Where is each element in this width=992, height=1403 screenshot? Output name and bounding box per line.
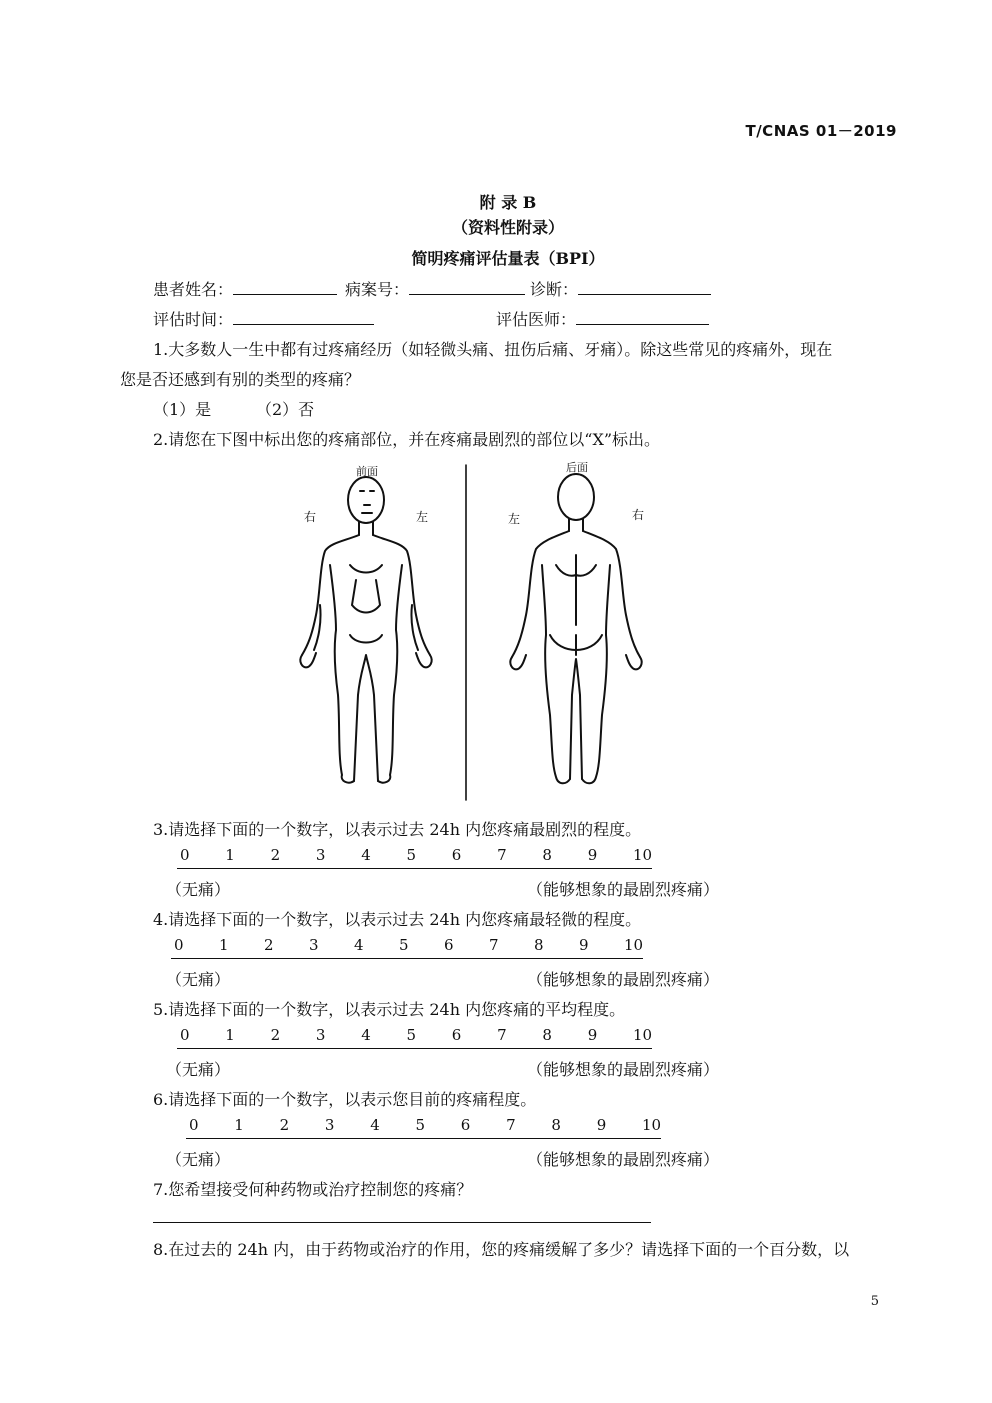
q5-worst-pain: （能够想象的最剧烈疼痛） bbox=[527, 1060, 720, 1079]
appendix-subtitle: （资料性附录） bbox=[451, 218, 564, 237]
back-left-label: 左 bbox=[508, 512, 521, 526]
scale-number-5[interactable]: 5 bbox=[399, 936, 409, 954]
back-body-outline bbox=[510, 474, 641, 783]
question-1-line1: 1.大多数人一生中都有过疼痛经历（如轻微头痛、扭伤后痛、牙痛）。除这些常见的疼痛外，现在 bbox=[153, 340, 833, 359]
scale-number-1[interactable]: 1 bbox=[219, 936, 229, 954]
scale-number-1[interactable]: 1 bbox=[234, 1116, 244, 1134]
scale-number-10[interactable]: 10 bbox=[624, 936, 644, 954]
scale-number-9[interactable]: 9 bbox=[587, 1026, 598, 1044]
question-4: 4.请选择下面的一个数字，以表示过去 24h 内您疼痛最轻微的程度。 bbox=[153, 910, 642, 929]
question-1-line2: 您是否还感到有别的类型的疼痛？ bbox=[120, 370, 361, 389]
field-eval-time bbox=[153, 307, 374, 330]
scale-number-4[interactable]: 4 bbox=[370, 1116, 380, 1134]
eval-doctor-blank[interactable] bbox=[576, 310, 709, 325]
front-right-label: 右 bbox=[304, 510, 317, 524]
pain-scale-q3[interactable] bbox=[177, 846, 652, 869]
scale-number-3[interactable]: 3 bbox=[315, 1026, 326, 1044]
question-3: 3.请选择下面的一个数字，以表示过去 24h 内您疼痛最剧烈的程度。 bbox=[153, 820, 642, 839]
question-7: 7.您希望接受何种药物或治疗控制您的疼痛？ bbox=[153, 1180, 473, 1199]
scale-number-1[interactable]: 1 bbox=[225, 1026, 235, 1044]
scale-number-2[interactable]: 2 bbox=[270, 846, 281, 864]
scale-number-0[interactable]: 0 bbox=[189, 1116, 199, 1134]
back-right-label: 右 bbox=[632, 508, 645, 522]
scale-number-3[interactable]: 3 bbox=[324, 1116, 335, 1134]
diagnosis-label: 诊断： bbox=[530, 280, 579, 299]
scale-number-6[interactable]: 6 bbox=[460, 1116, 471, 1134]
page-number: 5 bbox=[870, 1294, 879, 1309]
patient-name-blank[interactable] bbox=[233, 280, 337, 295]
field-patient-name bbox=[153, 277, 337, 300]
scale-number-4[interactable]: 4 bbox=[354, 936, 364, 954]
scale-number-7[interactable]: 7 bbox=[506, 1116, 516, 1134]
q7-answer-line[interactable] bbox=[153, 1222, 651, 1223]
body-diagram[interactable] bbox=[280, 455, 670, 805]
scale-number-6[interactable]: 6 bbox=[444, 936, 454, 954]
scale-number-9[interactable]: 9 bbox=[587, 846, 598, 864]
scale-number-7[interactable]: 7 bbox=[497, 846, 507, 864]
body-diagram-svg bbox=[280, 455, 670, 805]
field-diagnosis bbox=[530, 277, 711, 300]
scale-number-7[interactable]: 7 bbox=[497, 1026, 507, 1044]
eval-time-label: 评估时间： bbox=[153, 310, 234, 329]
q3-worst-pain: （能够想象的最剧烈疼痛） bbox=[527, 880, 720, 899]
standard-number: T/CNAS 01－2019 bbox=[745, 122, 897, 140]
q3-no-pain: （无痛） bbox=[166, 880, 231, 899]
q6-worst-pain: （能够想象的最剧烈疼痛） bbox=[527, 1150, 720, 1169]
scale-number-8[interactable]: 8 bbox=[542, 1026, 552, 1044]
eval-doctor-label: 评估医师： bbox=[496, 310, 577, 329]
scale-number-4[interactable]: 4 bbox=[361, 1026, 371, 1044]
q5-no-pain: （无痛） bbox=[166, 1060, 231, 1079]
case-no-blank[interactable] bbox=[409, 280, 525, 295]
pain-scale-q5[interactable] bbox=[177, 1026, 652, 1049]
pain-scale-q4[interactable] bbox=[171, 936, 643, 959]
scale-number-9[interactable]: 9 bbox=[579, 936, 589, 954]
scale-number-6[interactable]: 6 bbox=[451, 846, 462, 864]
field-eval-doctor bbox=[496, 307, 709, 330]
scale-number-10[interactable]: 10 bbox=[633, 1026, 653, 1044]
scale-number-3[interactable]: 3 bbox=[309, 936, 319, 954]
question-2: 2.请您在下图中标出您的疼痛部位，并在疼痛最剧烈的部位以“X”标出。 bbox=[153, 430, 661, 449]
scale-number-2[interactable]: 2 bbox=[264, 936, 274, 954]
back-label: 后面 bbox=[566, 461, 588, 474]
scale-number-8[interactable]: 8 bbox=[534, 936, 544, 954]
scale-number-4[interactable]: 4 bbox=[361, 846, 371, 864]
q4-worst-pain: （能够想象的最剧烈疼痛） bbox=[527, 970, 720, 989]
q6-no-pain: （无痛） bbox=[166, 1150, 231, 1169]
scale-number-2[interactable]: 2 bbox=[270, 1026, 281, 1044]
question-8: 8.在过去的 24h 内，由于药物或治疗的作用，您的疼痛缓解了多少？请选择下面的一个百分数，以 bbox=[153, 1240, 850, 1259]
scale-number-8[interactable]: 8 bbox=[542, 846, 552, 864]
scale-number-5[interactable]: 5 bbox=[406, 846, 417, 864]
scale-number-10[interactable]: 10 bbox=[642, 1116, 662, 1134]
scale-number-0[interactable]: 0 bbox=[180, 846, 190, 864]
scale-number-2[interactable]: 2 bbox=[279, 1116, 290, 1134]
q4-no-pain: （无痛） bbox=[166, 970, 231, 989]
scale-number-5[interactable]: 5 bbox=[406, 1026, 417, 1044]
scale-number-6[interactable]: 6 bbox=[451, 1026, 462, 1044]
scale-number-0[interactable]: 0 bbox=[180, 1026, 190, 1044]
field-case-no bbox=[345, 277, 525, 300]
front-left-label: 左 bbox=[416, 510, 429, 524]
scale-number-10[interactable]: 10 bbox=[633, 846, 653, 864]
question-6: 6.请选择下面的一个数字，以表示您目前的疼痛程度。 bbox=[153, 1090, 537, 1109]
pain-scale-q6[interactable] bbox=[186, 1116, 661, 1139]
patient-name-label: 患者姓名： bbox=[153, 280, 234, 299]
form-title: 简明疼痛评估量表（BPI） bbox=[411, 249, 605, 268]
scale-number-3[interactable]: 3 bbox=[315, 846, 326, 864]
case-no-label: 病案号： bbox=[345, 280, 410, 299]
scale-number-8[interactable]: 8 bbox=[551, 1116, 561, 1134]
front-body-outline bbox=[300, 477, 431, 783]
scale-number-1[interactable]: 1 bbox=[225, 846, 235, 864]
eval-time-blank[interactable] bbox=[233, 310, 374, 325]
question-5: 5.请选择下面的一个数字，以表示过去 24h 内您疼痛的平均程度。 bbox=[153, 1000, 626, 1019]
q1-option-yes[interactable]: （1）是 bbox=[153, 400, 212, 419]
front-label: 前面 bbox=[356, 465, 378, 478]
scale-number-5[interactable]: 5 bbox=[415, 1116, 426, 1134]
diagnosis-blank[interactable] bbox=[578, 280, 711, 295]
q1-option-no[interactable]: （2）否 bbox=[256, 400, 315, 419]
scale-number-0[interactable]: 0 bbox=[174, 936, 184, 954]
appendix-title: 附 录 B bbox=[479, 193, 537, 212]
scale-number-9[interactable]: 9 bbox=[596, 1116, 607, 1134]
scale-number-7[interactable]: 7 bbox=[489, 936, 499, 954]
